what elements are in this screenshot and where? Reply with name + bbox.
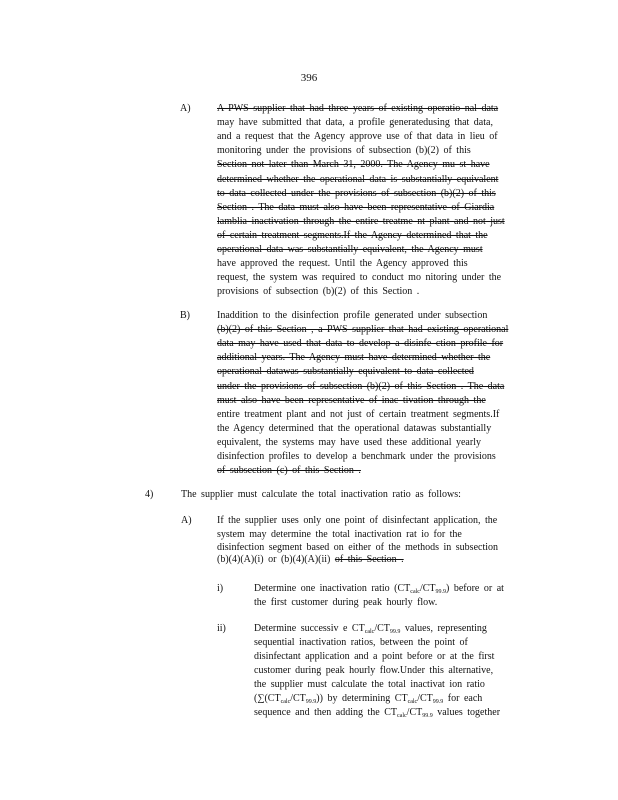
item-ii-text: sequence and then adding the CT	[254, 707, 398, 718]
item-ii-line-2: sequential inactivation ratios, between the point of	[254, 637, 468, 648]
text-line: equivalent, the systems may have used these additional yearly	[217, 436, 481, 448]
item-ii-line-7	[254, 706, 500, 719]
item-ii-line-6	[254, 692, 482, 705]
item-4a-last-struck: of this Section .	[334, 554, 404, 565]
subscript: calc	[364, 629, 375, 635]
item-ii-text: /CT	[374, 623, 390, 634]
item-4a-last-plain: (b)(4)(A)(i) or (b)(4)(A)(ii)	[217, 554, 335, 565]
text-line: determined whether the operational data is substantially equivalent	[217, 173, 499, 185]
text-line: under the provisions of subsection (b)(2) of this Section . The data	[217, 380, 505, 392]
item-ii-line-4: customer during peak hourly flow.Under this alternative,	[254, 665, 494, 676]
item-4-label: 4)	[145, 489, 154, 500]
text-line: provisions of subsection (b)(2) of this Section .	[217, 286, 420, 298]
section-b-label: B)	[180, 310, 190, 321]
text-line: disinfection segment based on either of the methods in subsection	[217, 542, 498, 553]
text-line: to data collected under the provisions of subsection (b)(2) of this	[217, 187, 496, 199]
item-ii-text: /CT	[290, 693, 306, 704]
subscript: 99.9	[422, 713, 433, 719]
text-line: may have submitted that data, a profile generatedusing that data,	[217, 117, 493, 129]
text-line: If the supplier uses only one point of disinfectant application, the	[217, 515, 498, 526]
item-4-text: The supplier must calculate the total inactivation ratio as follows:	[181, 489, 461, 500]
item-ii-text: values, representing	[400, 623, 487, 634]
text-line: (b)(2) of this Section , a PWS supplier that had existing operational	[217, 324, 509, 336]
text-line: Section not later than March 31, 2000. The Agency mu st have	[217, 159, 490, 171]
item-4a-last-line	[217, 553, 404, 566]
item-ii-text: /CT	[406, 707, 423, 718]
item-ii-line-3: disinfectant application and a point before or at the first	[254, 651, 495, 662]
item-ii-text: for each	[443, 693, 483, 704]
text-line: Section . The data must also have been representative of Giardia	[217, 201, 495, 213]
text-line: monitoring under the provisions of subsection (b)(2) of this	[217, 145, 471, 157]
text-line: disinfection profiles to develop a benchmark under the provisions	[217, 451, 496, 462]
text-line: Inaddition to the disinfection profile generated under subsection	[217, 310, 488, 321]
item-ii-text: values together	[432, 707, 501, 718]
subscript: calc	[397, 713, 407, 719]
text-line: data may have used that data to develop a disinfe ction profile for	[217, 338, 504, 350]
text-line: have approved the request. Until the Agency approved this	[217, 258, 468, 270]
section-a-label: A)	[180, 103, 191, 114]
item-ii-label: ii)	[217, 623, 226, 634]
text-line: the Agency determined that the operational datawas substantially	[217, 422, 492, 434]
item-ii-text: (∑(CT	[254, 693, 281, 704]
item-ii-line-1	[254, 622, 487, 635]
subscript: calc	[407, 699, 418, 705]
text-line: must also have been representative of inac tivation through the	[217, 394, 486, 406]
subscript: 99.9	[435, 589, 446, 595]
text-line: operational datawas substantially equivalent to data collected	[217, 366, 474, 378]
text-line: system may determine the total inactivation rat io for the	[217, 528, 462, 540]
text-line: request, the system was required to conduct mo nitoring under the	[217, 272, 502, 284]
item-i-text-b: /CT	[419, 583, 436, 594]
subscript: 99.9	[389, 629, 401, 635]
item-i-text-a: Determine one inactivation ratio (CT	[254, 583, 411, 594]
item-4a-label: A)	[181, 515, 192, 526]
item-ii-text: )) by determining CT	[316, 693, 408, 704]
text-line: additional years. The Agency must have determined whether the	[217, 352, 491, 364]
subscript: 99.9	[305, 699, 317, 705]
item-i-line-2: the first customer during peak hourly flow.	[254, 597, 438, 608]
text-line: of subsection (c) of this Section .	[217, 465, 361, 477]
item-i-text-c: ) before or at	[446, 583, 504, 594]
text-line: and a request that the Agency approve use of that data in lieu of	[217, 131, 498, 143]
text-line: of certain treatment segments.If the Agency determined that the	[217, 229, 488, 241]
text-line: operational data was substantially equivalent, the Agency must	[217, 244, 483, 255]
text-line: entire treatment plant and not just of certain treatment segments.If	[217, 408, 500, 420]
item-i-line-1	[254, 582, 504, 595]
subscript: calc	[280, 699, 291, 705]
item-ii-text: /CT	[417, 693, 433, 704]
item-i-label: i)	[217, 583, 224, 594]
text-line: lamblia inactivation through the entire treatme nt plant and not just	[217, 215, 505, 227]
page-number: 396	[300, 72, 318, 84]
item-ii-text: Determine successiv e CT	[254, 623, 365, 634]
subscript: calc	[410, 589, 420, 595]
text-line: A PWS supplier that had three years of existing operatio nal data	[217, 103, 499, 114]
item-ii-line-5: the supplier must calculate the total inactivat ion ratio	[254, 679, 485, 690]
subscript: 99.9	[432, 699, 444, 705]
